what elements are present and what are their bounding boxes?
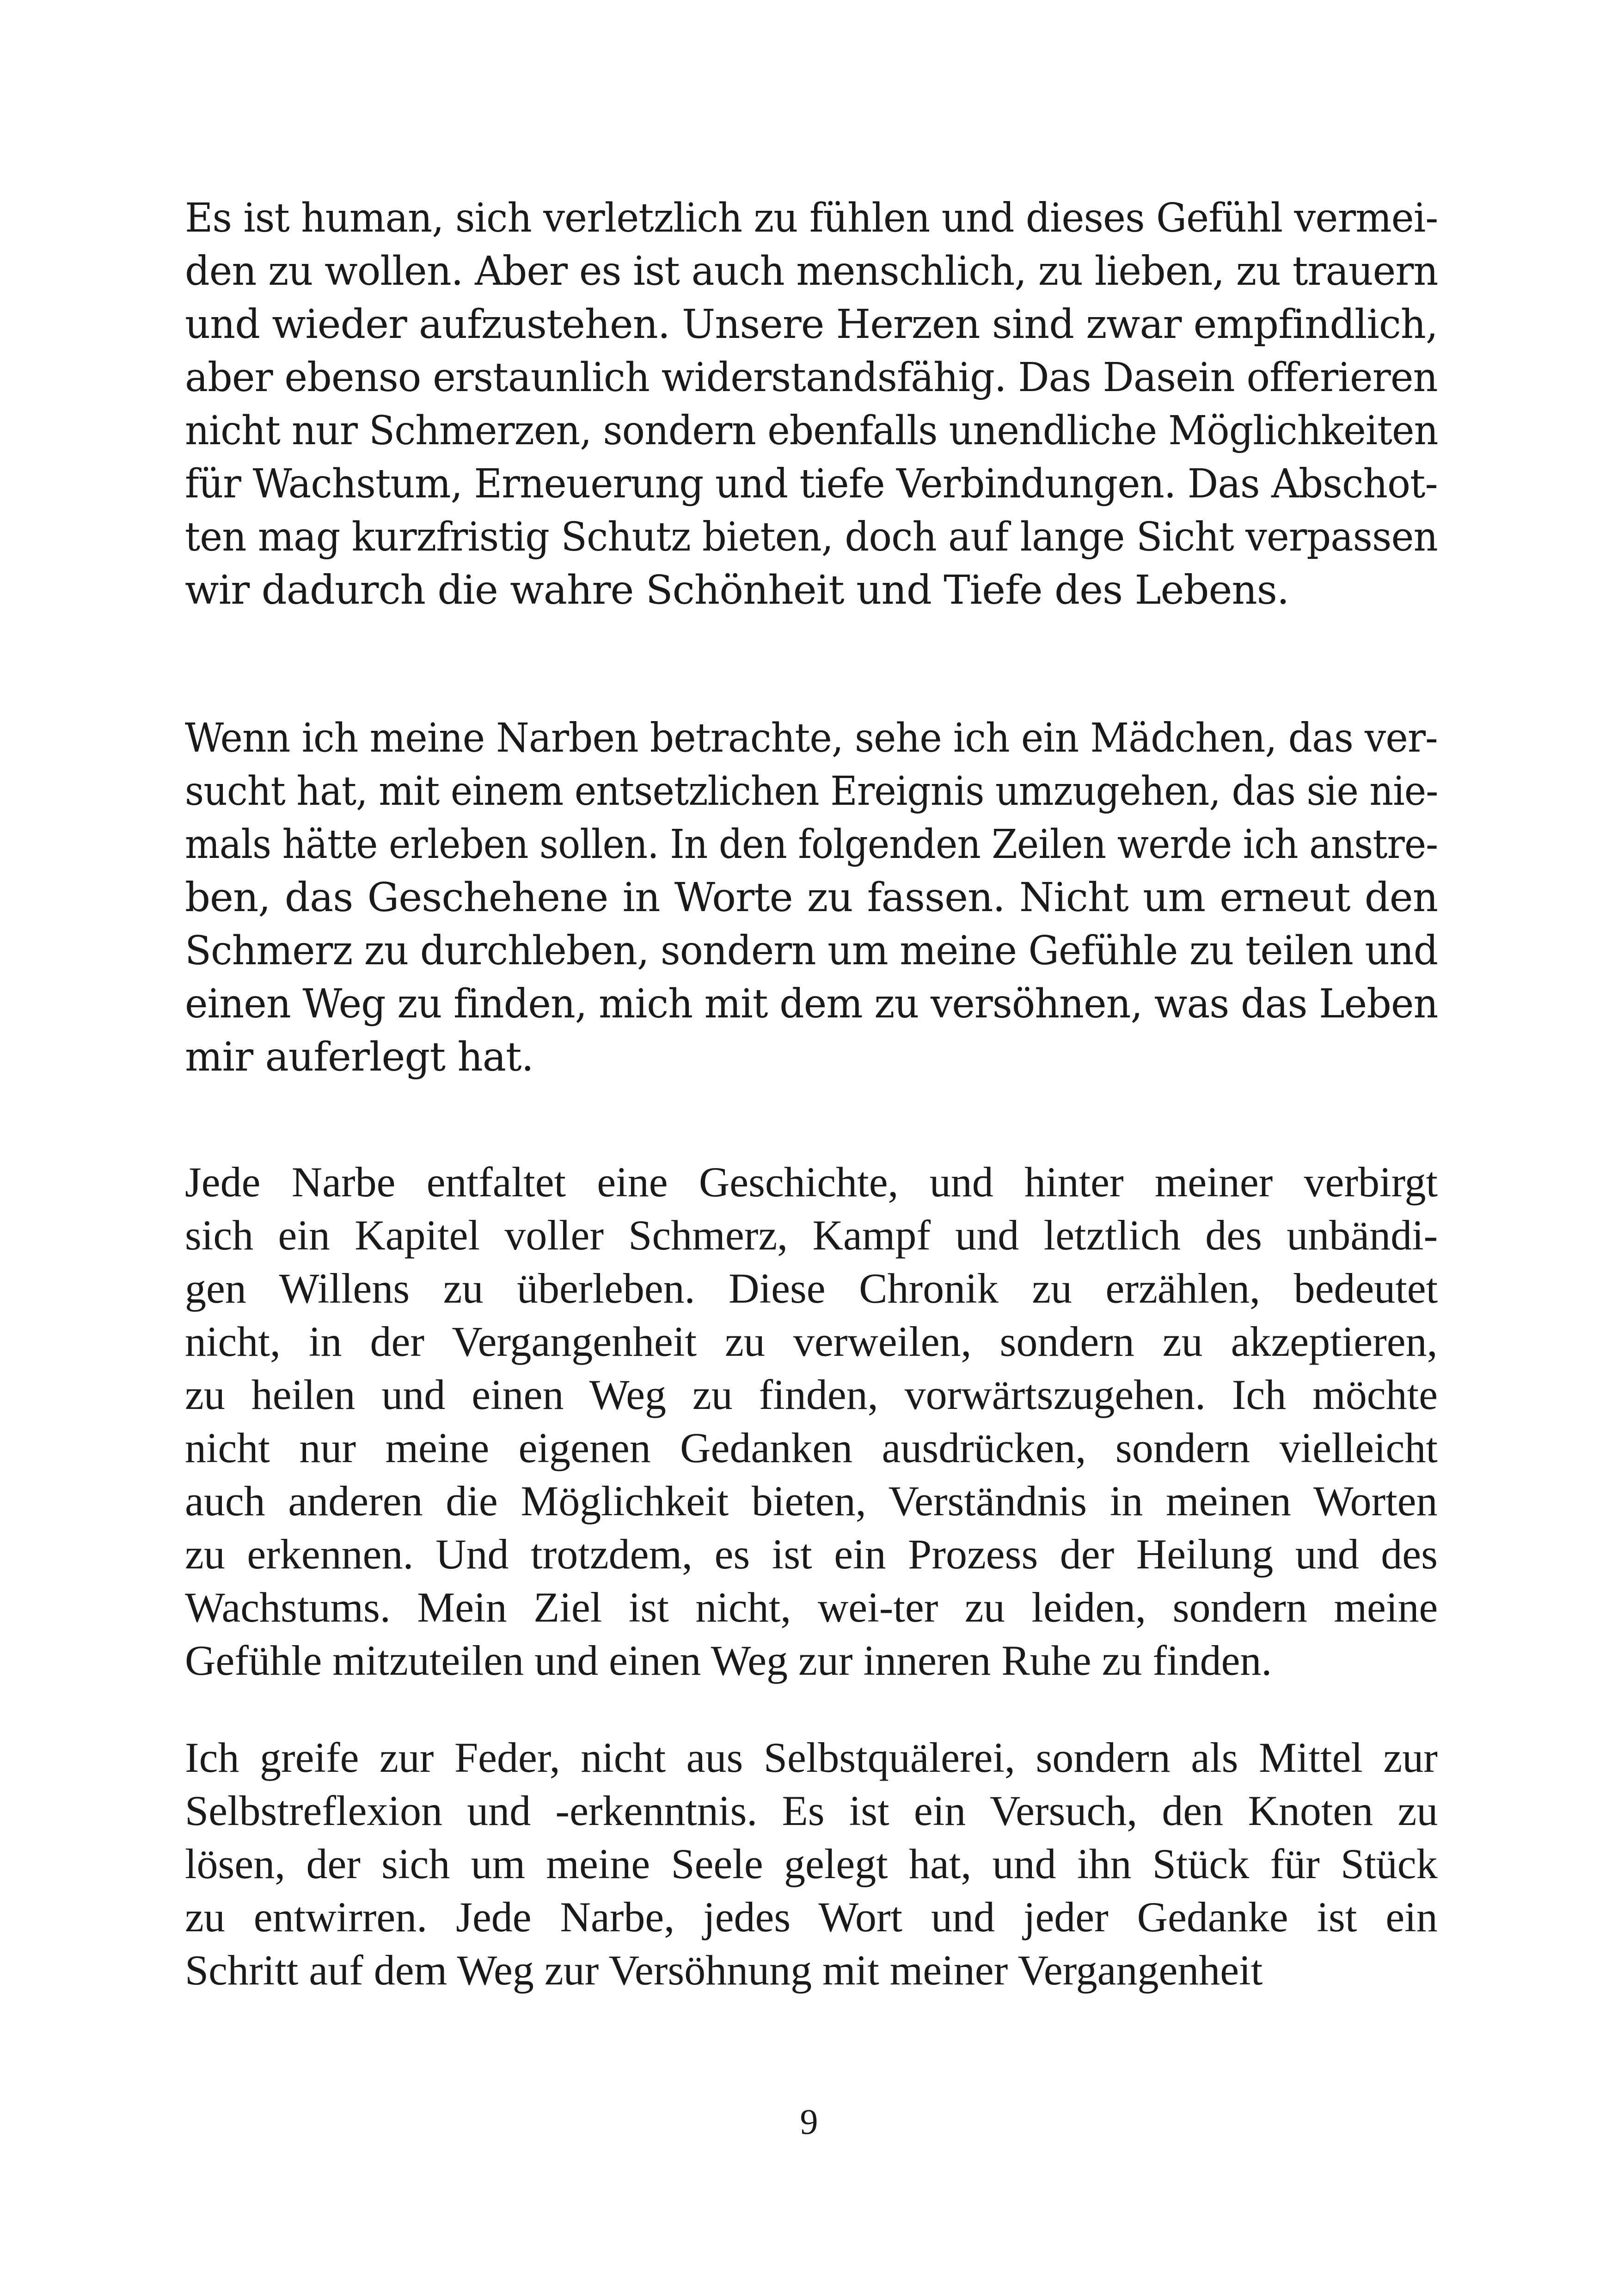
text-line: ben, das Geschehene in Worte zu fassen. Nicht um erneut den: [185, 875, 1438, 921]
text-line: Wachstums. Mein Ziel ist nicht, wei-ter zu leiden, sondern meine: [185, 1584, 1438, 1631]
text-line: Gefühle mitzuteilen und einen Weg zur inneren Ruhe zu finden.: [185, 1637, 1272, 1684]
text-line: und wieder aufzustehen. Unsere Herzen sind zwar empfindlich,: [185, 301, 1438, 348]
text-line: auch anderen die Möglichkeit bieten, Verständnis in meinen Worten: [185, 1477, 1438, 1525]
text-line: Wenn ich meine Narben betrachte, sehe ich ein Mädchen, das ver-: [185, 715, 1438, 761]
paragraph-2: [185, 712, 1438, 1084]
text-line: ten mag kurzfristig Schutz bieten, doch auf lange Sicht verpassen: [185, 514, 1438, 560]
text-line: Es ist human, sich verletzlich zu fühlen und dieses Gefühl vermei-: [185, 195, 1438, 241]
text-line: gen Willens zu überleben. Diese Chronik zu erzählen, bedeutet: [185, 1265, 1438, 1312]
text-line: nicht nur Schmerzen, sondern ebenfalls unendliche Möglichkeiten: [185, 408, 1438, 454]
text-line: den zu wollen. Aber es ist auch menschlich, zu lieben, zu trauern: [185, 248, 1438, 294]
text-line: lösen, der sich um meine Seele gelegt hat, und ihn Stück für Stück: [185, 1840, 1438, 1887]
paragraph-3: [185, 1156, 1438, 1687]
text-line: zu heilen und einen Weg zu finden, vorwärtszugehen. Ich möchte: [185, 1371, 1438, 1418]
text-line: Selbstreflexion und -erkenntnis. Es ist ein Versuch, den Knoten zu: [185, 1787, 1438, 1834]
text-line: Ich greife zur Feder, nicht aus Selbstquälerei, sondern als Mittel zur: [185, 1734, 1438, 1781]
text-line: Schritt auf dem Weg zur Versöhnung mit meiner Vergangenheit: [185, 1947, 1263, 1994]
text-line: wir dadurch die wahre Schönheit und Tiefe des Lebens.: [185, 567, 1289, 613]
page-number: 9: [800, 2101, 818, 2142]
text-line: mir auferlegt hat.: [185, 1034, 533, 1080]
text-line: für Wachstum, Erneuerung und tiefe Verbindungen. Das Abschot-: [185, 461, 1438, 507]
text-line: sucht hat, mit einem entsetzlichen Ereignis umzugehen, das sie nie-: [185, 768, 1438, 814]
paragraph-1: [185, 192, 1438, 617]
text-line: sich ein Kapitel voller Schmerz, Kampf und letztlich des unbändi-: [185, 1212, 1438, 1259]
paragraph-4: [185, 1731, 1438, 1997]
text-line: aber ebenso erstaunlich widerstandsfähig. Das Dasein offerieren: [185, 355, 1438, 401]
text-line: nicht, in der Vergangenheit zu verweilen, sondern zu akzeptieren,: [185, 1318, 1438, 1365]
text-line: mals hätte erleben sollen. In den folgenden Zeilen werde ich anstre-: [185, 821, 1438, 868]
text-line: zu entwirren. Jede Narbe, jedes Wort und jeder Gedanke ist ein: [185, 1893, 1438, 1941]
text-line: einen Weg zu finden, mich mit dem zu versöhnen, was das Leben: [185, 981, 1438, 1027]
text-line: nicht nur meine eigenen Gedanken ausdrücken, sondern vielleicht: [185, 1424, 1438, 1471]
text-line: zu erkennen. Und trotzdem, es ist ein Prozess der Heilung und des: [185, 1531, 1438, 1578]
text-line: Schmerz zu durchleben, sondern um meine Gefühle zu teilen und: [185, 928, 1438, 974]
text-line: Jede Narbe entfaltet eine Geschichte, und hinter meiner verbirgt: [185, 1158, 1438, 1206]
